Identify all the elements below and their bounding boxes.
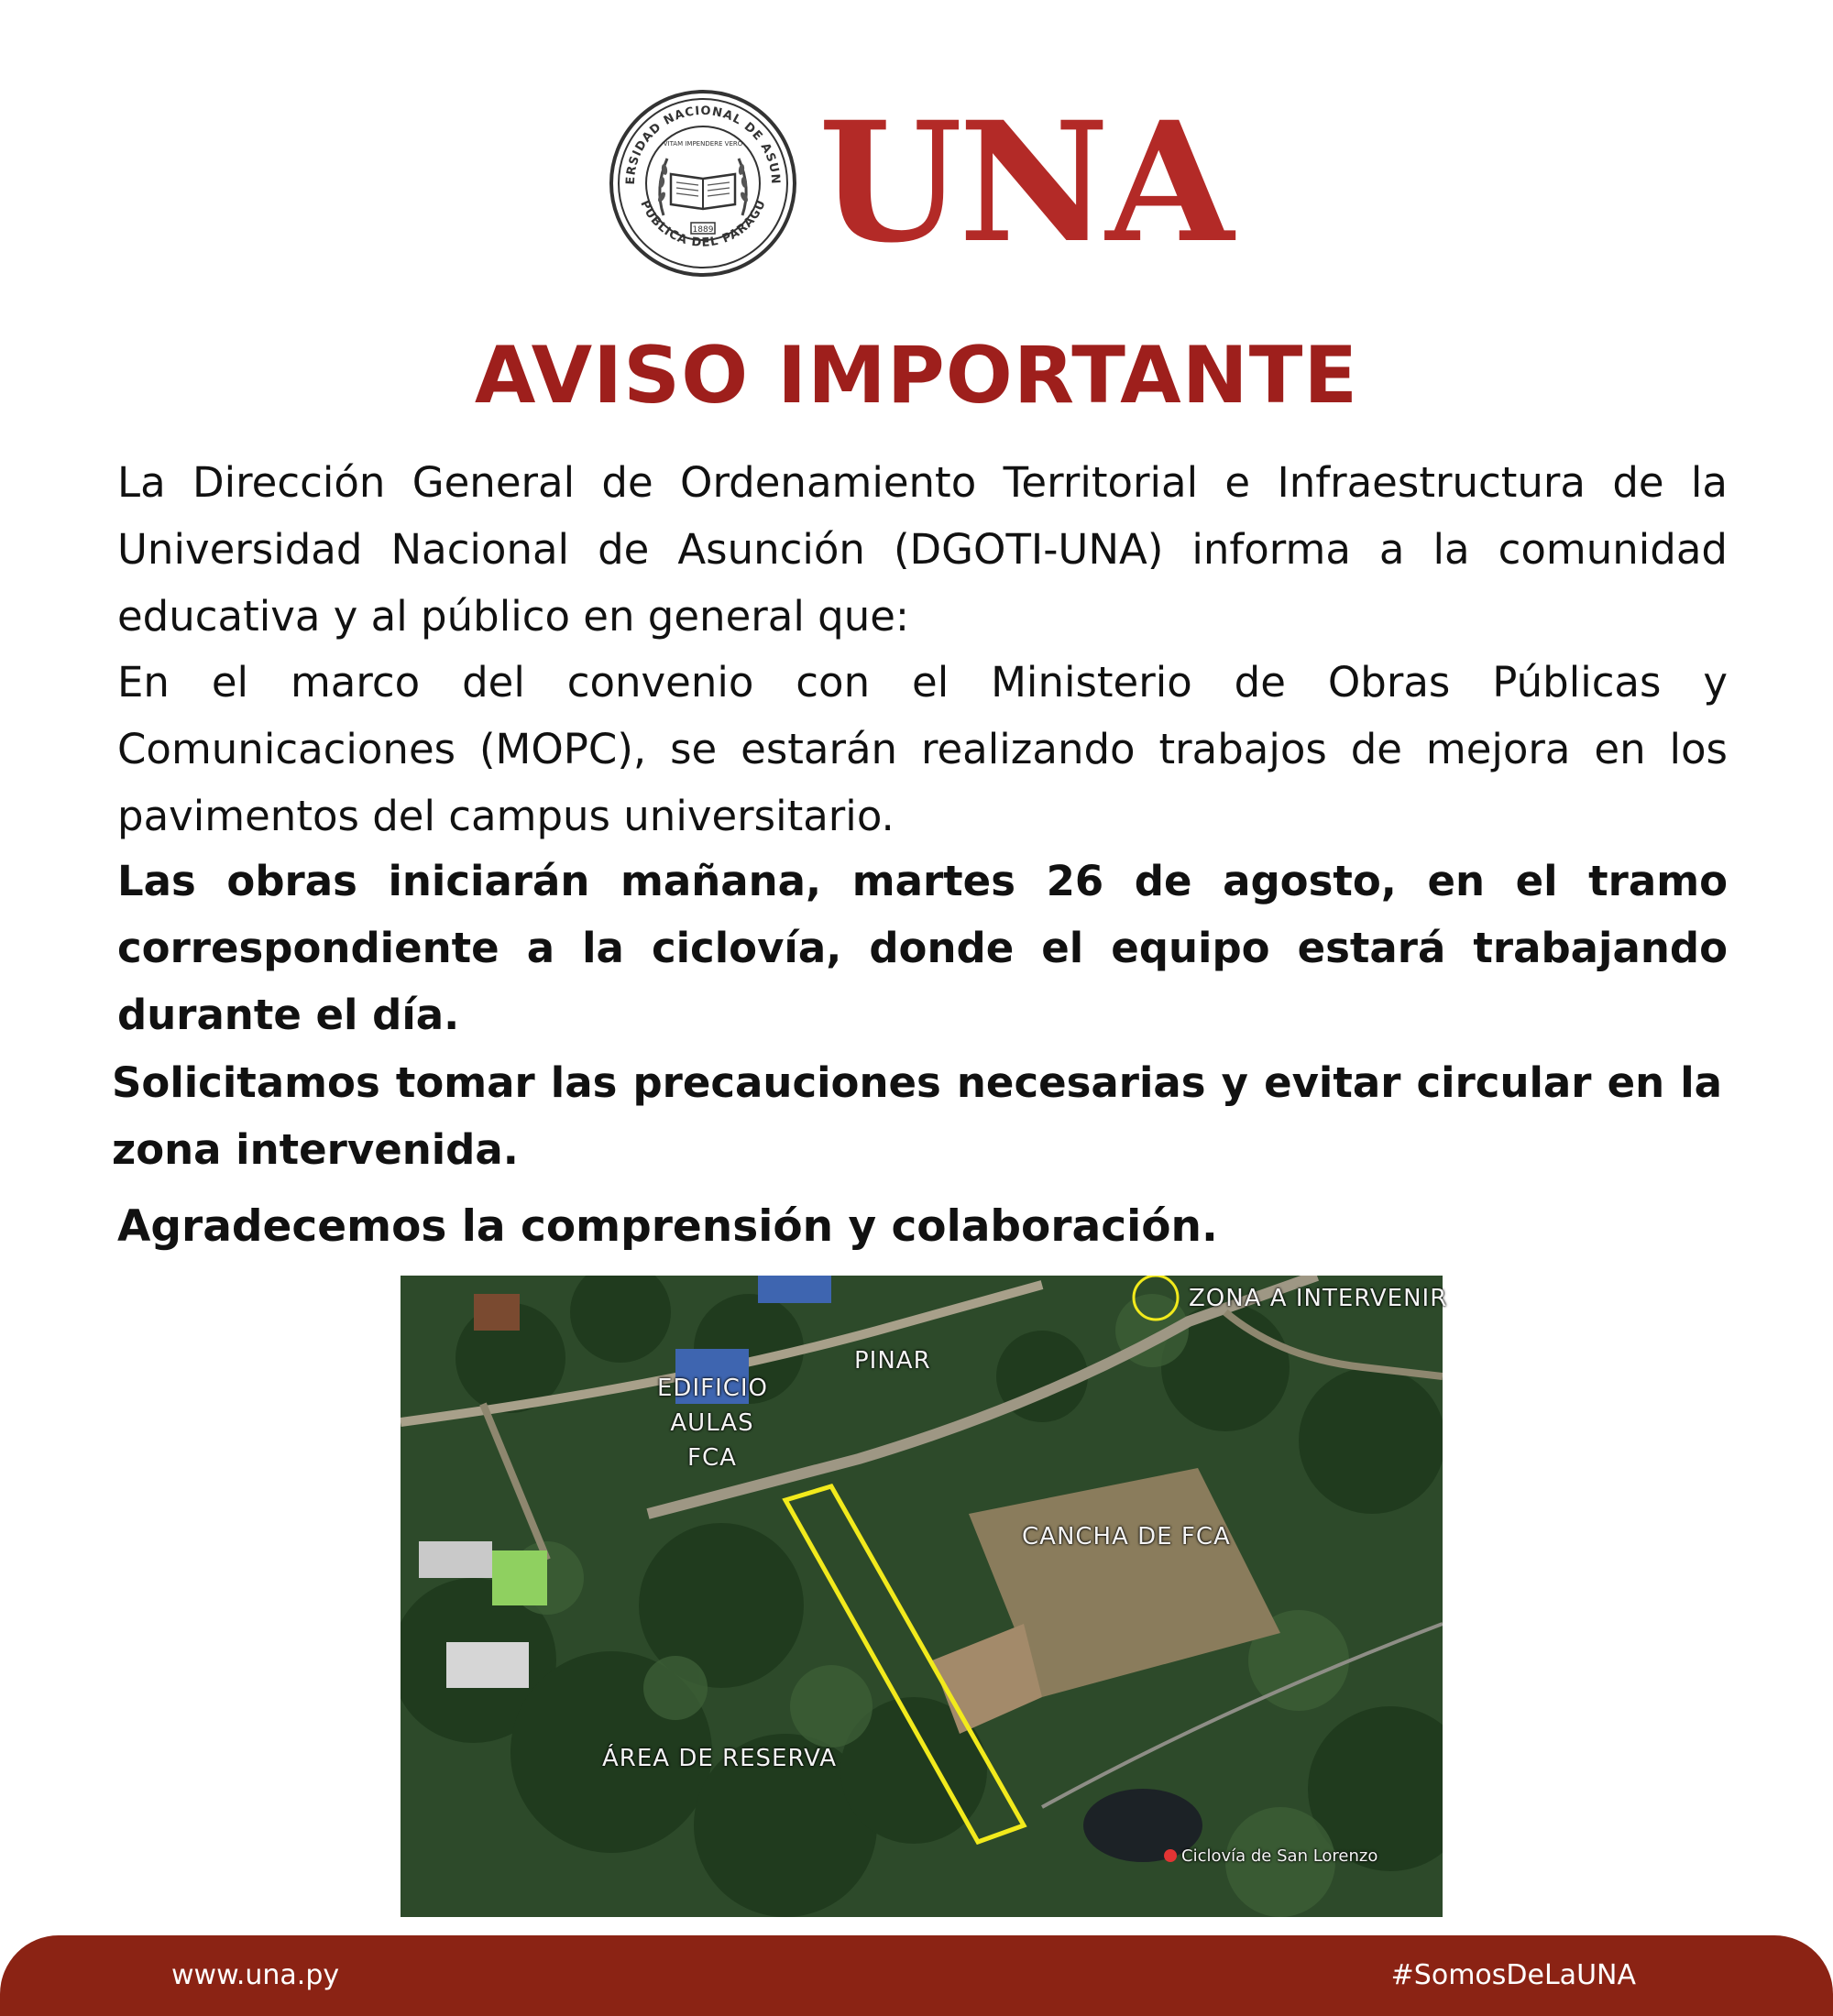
university-seal-logo [607,87,799,279]
thanks-paragraph: Agradecemos la comprensión y colaboración. [117,1201,1218,1252]
map-label-zone: ZONA A INTERVENIR [1189,1285,1448,1312]
map-label-reserve: ÁREA DE RESERVA [602,1745,838,1772]
map-label-pinar: PINAR [854,1347,931,1375]
header [0,87,1833,289]
website-link[interactable]: www.una.py [171,1959,340,1991]
map-label-field: CANCHA DE FCA [1022,1523,1231,1550]
svg-text:1889: 1889 [692,225,714,235]
hashtag-text: #SomosDeLaUNA [1390,1959,1636,1991]
satellite-map [401,1276,1448,1917]
request-paragraph: Solicitamos tomar las precauciones necesarias y evitar circular en la zona intervenida. [112,1058,1722,1174]
page-title: AVISO IMPORTANTE [474,330,1359,422]
map-label-building-2: AULAS [670,1409,754,1437]
intro-paragraph: La Dirección General de Ordenamiento Territorial e Infraestructura de la Universidad Nacional de Asunción (DGOTI-UNA) informa a la comunidad educativa y al público en general que: [117,458,1728,641]
una-wordmark: UNA [818,86,1231,279]
map-label-bikeway: Ciclovía de San Lorenzo [1181,1846,1378,1866]
context-paragraph: En el marco del convenio con el Ministerio de Obras Públicas y Comunicaciones (MOPC), se estarán realizando trabajos de mejora en los pavimentos del campus universitario. [117,658,1728,840]
svg-text:REPUBLICA DEL PARAGUAY: PUBLICA DEL PARAGU [637,197,769,250]
svg-text:VITAM IMPENDERE VERO: VITAM IMPENDERE VERO [663,140,743,148]
svg-text:UNIVERSIDAD NACIONAL DE ASUNCI: ERSIDAD NACIONAL DE ASUN [623,104,783,186]
footer-bar [0,1935,1833,2016]
map-label-building-3: FCA [687,1444,737,1472]
map-label-building-1: EDIFICIO [657,1375,769,1402]
schedule-paragraph: Las obras iniciarán mañana, martes 26 de agosto, en el tramo correspondiente a la ciclovía, donde el equipo estará trabajando durante el día. [117,857,1728,1039]
